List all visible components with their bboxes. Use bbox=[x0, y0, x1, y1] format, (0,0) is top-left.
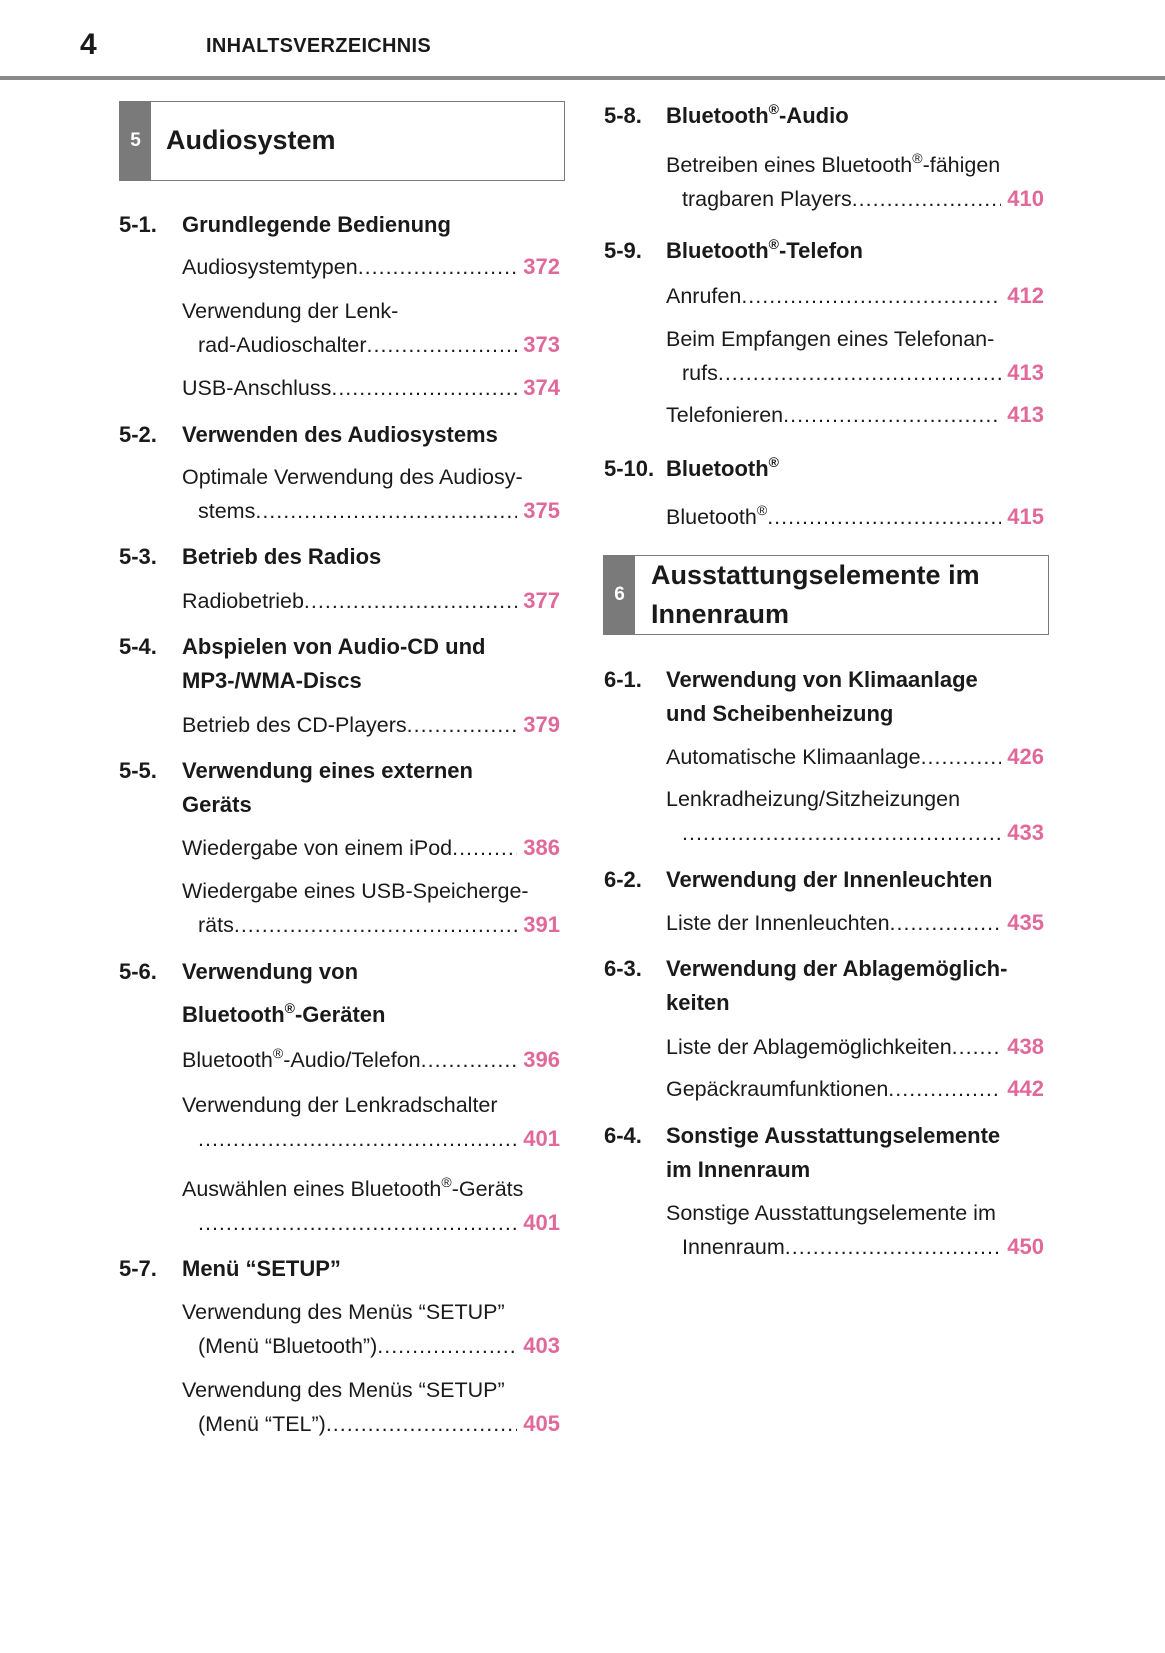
section-number: 6-2. bbox=[604, 867, 642, 892]
entry-text: Telefonieren bbox=[666, 403, 784, 427]
chapter-title: Audiosystem bbox=[166, 125, 336, 155]
toc-entry[interactable] bbox=[182, 708, 560, 742]
toc-entry[interactable] bbox=[182, 294, 560, 362]
section-title-text: Bluetooth bbox=[666, 238, 769, 263]
page-reference[interactable]: 375 bbox=[523, 498, 560, 523]
section-number: 6-3. bbox=[604, 956, 642, 981]
page-reference[interactable]: 438 bbox=[1007, 1034, 1044, 1059]
section-number: 5-10. bbox=[604, 456, 655, 481]
page-reference[interactable]: 373 bbox=[523, 332, 560, 357]
page-reference[interactable]: 410 bbox=[1007, 186, 1044, 211]
registered-mark: ® bbox=[756, 502, 768, 518]
section-title-line: Verwendung der Ablagemöglich- bbox=[666, 956, 1008, 981]
section-title[interactable] bbox=[666, 663, 978, 731]
toc-entry[interactable] bbox=[666, 740, 1044, 774]
entry-text: Bluetooth bbox=[182, 1048, 273, 1072]
toc-entry[interactable] bbox=[182, 371, 560, 405]
toc-entry[interactable] bbox=[666, 279, 1044, 313]
entry-text: Betrieb des CD-Players bbox=[182, 713, 407, 737]
entry-text-cont: Innenraum bbox=[682, 1235, 785, 1259]
entry-text-cont: rad-Audioschalter bbox=[198, 333, 367, 357]
entry-text: -Geräts bbox=[451, 1177, 524, 1201]
page-reference[interactable]: 386 bbox=[523, 835, 560, 860]
section-number: 5-3. bbox=[119, 544, 157, 569]
toc-entry[interactable] bbox=[666, 148, 1044, 216]
toc-entry[interactable] bbox=[182, 1172, 560, 1240]
entry-text: Betreiben eines Bluetooth bbox=[666, 153, 913, 177]
entry-text: Wiedergabe eines USB-Speicherge- bbox=[182, 879, 529, 903]
entry-text: Gepäckraumfunktionen bbox=[666, 1077, 889, 1101]
section-title-line: MP3-/WMA-Discs bbox=[182, 668, 362, 693]
section-title-line: keiten bbox=[666, 990, 730, 1015]
entry-text-cont: stems bbox=[198, 499, 256, 523]
entry-text: Beim Empfangen eines Telefonan- bbox=[666, 327, 995, 351]
entry-text: Liste der Ablagemöglichkeiten bbox=[666, 1035, 952, 1059]
toc-entry[interactable] bbox=[666, 1072, 1044, 1106]
section-number: 5-1. bbox=[119, 212, 157, 237]
section-number: 5-6. bbox=[119, 959, 157, 984]
section-title-line: Sonstige Ausstattungselemente bbox=[666, 1123, 1001, 1148]
section-title-line: Verwendung von Klimaanlage bbox=[666, 667, 978, 692]
entry-text: Audiosystemtypen bbox=[182, 255, 358, 279]
toc-entry[interactable] bbox=[182, 460, 560, 528]
entry-text-cont: rufs bbox=[682, 361, 718, 385]
page-reference[interactable]: 379 bbox=[523, 712, 560, 737]
entry-text: -Audio/Telefon bbox=[283, 1048, 421, 1072]
section-title-line: Abspielen von Audio-CD und bbox=[182, 634, 486, 659]
section-title[interactable]: Grundlegende Bedienung bbox=[182, 212, 451, 237]
page-reference[interactable]: 450 bbox=[1007, 1234, 1044, 1259]
entry-text-cont: (Menü “TEL”) bbox=[198, 1412, 326, 1436]
section-number: 5-9. bbox=[604, 238, 642, 263]
page-number: 4 bbox=[80, 28, 97, 61]
page-reference[interactable]: 413 bbox=[1007, 360, 1044, 385]
toc-entry[interactable] bbox=[666, 500, 1044, 534]
page-reference[interactable]: 391 bbox=[523, 912, 560, 937]
page-title: INHALTSVERZEICHNIS bbox=[206, 35, 432, 57]
page-reference[interactable]: 401 bbox=[523, 1210, 560, 1235]
page-reference[interactable]: 372 bbox=[523, 254, 560, 279]
section-title[interactable]: Verwendung der Innenleuchten bbox=[666, 867, 993, 892]
section-number: 6-1. bbox=[604, 667, 642, 692]
toc-entry[interactable] bbox=[666, 782, 1044, 850]
registered-mark: ® bbox=[912, 150, 923, 166]
section-title-line: Geräts bbox=[182, 792, 252, 817]
entry-text: Verwendung der Lenkradschalter bbox=[182, 1093, 498, 1117]
entry-text-cont: (Menü “Bluetooth”) bbox=[198, 1334, 378, 1358]
header-divider bbox=[0, 76, 1165, 80]
chapter-title-line: Innenraum bbox=[651, 599, 790, 629]
section-title-text: Bluetooth bbox=[666, 103, 769, 128]
section-title-line: Bluetooth bbox=[182, 1002, 285, 1027]
page-reference[interactable]: 377 bbox=[523, 588, 560, 613]
entry-text: -fähigen bbox=[922, 153, 1001, 177]
registered-mark: ® bbox=[284, 1000, 295, 1016]
section-title-line: Verwendung eines externen bbox=[182, 758, 473, 783]
toc-entry[interactable] bbox=[182, 584, 560, 618]
toc-entry[interactable] bbox=[666, 1030, 1044, 1064]
entry-text: Bluetooth bbox=[666, 505, 757, 529]
entry-text: Automatische Klimaanlage bbox=[666, 745, 921, 769]
toc-entry[interactable] bbox=[182, 1295, 560, 1363]
section-number: 5-8. bbox=[604, 103, 642, 128]
entry-text: Verwendung des Menüs “SETUP” bbox=[182, 1300, 505, 1324]
entry-text: USB-Anschluss bbox=[182, 376, 332, 400]
entry-text: Sonstige Ausstattungselemente im bbox=[666, 1201, 996, 1225]
chapter-6-box[interactable] bbox=[603, 555, 1049, 635]
toc-entry[interactable] bbox=[182, 1043, 560, 1077]
registered-mark: ® bbox=[272, 1045, 284, 1061]
entry-text: Liste der Innenleuchten bbox=[666, 911, 890, 935]
chapter-5-box[interactable] bbox=[119, 101, 565, 181]
section-title[interactable]: Menü “SETUP” bbox=[182, 1256, 341, 1281]
page-reference[interactable]: 374 bbox=[523, 375, 560, 400]
toc-entry[interactable] bbox=[666, 1196, 1044, 1264]
chapter-number: 5 bbox=[120, 102, 151, 180]
toc-entry[interactable] bbox=[666, 906, 1044, 940]
toc-entry[interactable] bbox=[182, 874, 560, 942]
page-reference[interactable]: 401 bbox=[523, 1126, 560, 1151]
section-title[interactable] bbox=[666, 234, 863, 268]
entry-text: Verwendung des Menüs “SETUP” bbox=[182, 1378, 505, 1402]
section-title-line: -Geräten bbox=[294, 1002, 386, 1027]
entry-text: Verwendung der Lenk- bbox=[182, 299, 399, 323]
section-title[interactable]: Betrieb des Radios bbox=[182, 544, 382, 569]
section-number: 5-7. bbox=[119, 1256, 157, 1281]
section-title[interactable] bbox=[182, 630, 486, 698]
page-reference[interactable]: 442 bbox=[1007, 1076, 1044, 1101]
section-title[interactable] bbox=[666, 1119, 1000, 1187]
section-title[interactable]: Verwenden des Audiosystems bbox=[182, 422, 498, 447]
entry-text: Auswählen eines Bluetooth bbox=[182, 1177, 442, 1201]
page-reference[interactable]: 396 bbox=[523, 1047, 560, 1072]
entry-text: Wiedergabe von einem iPod bbox=[182, 836, 453, 860]
toc-entry[interactable] bbox=[182, 831, 560, 865]
registered-mark: ® bbox=[768, 236, 779, 252]
entry-text-cont: tragbaren Players bbox=[682, 187, 852, 211]
page-reference[interactable]: 415 bbox=[1007, 504, 1044, 529]
section-title-line: und Scheibenheizung bbox=[666, 701, 894, 726]
section-number: 5-2. bbox=[119, 422, 157, 447]
entry-text: Radiobetrieb bbox=[182, 589, 304, 613]
page-reference[interactable]: 435 bbox=[1007, 910, 1044, 935]
section-number: 6-4. bbox=[604, 1123, 642, 1148]
entry-text: Anrufen bbox=[666, 284, 742, 308]
chapter-title bbox=[651, 556, 980, 634]
section-title[interactable] bbox=[666, 452, 779, 486]
section-title-text: -Audio bbox=[778, 103, 849, 128]
section-title-line: Verwendung von bbox=[182, 959, 359, 984]
toc-entry[interactable] bbox=[666, 322, 1044, 390]
toc-entry[interactable] bbox=[182, 1373, 560, 1441]
page-reference[interactable]: 426 bbox=[1007, 744, 1044, 769]
section-title[interactable] bbox=[666, 952, 1007, 1020]
section-title-line: im Innenraum bbox=[666, 1157, 811, 1182]
section-title-text: Bluetooth bbox=[666, 456, 769, 481]
toc-entry[interactable] bbox=[182, 1088, 560, 1156]
entry-text: Lenkradheizung/Sitzheizungen bbox=[666, 787, 961, 811]
section-title-text: -Telefon bbox=[778, 238, 863, 263]
registered-mark: ® bbox=[441, 1174, 452, 1190]
page-reference[interactable]: 413 bbox=[1007, 402, 1044, 427]
section-number: 5-5. bbox=[119, 758, 157, 783]
page-reference[interactable]: 405 bbox=[523, 1411, 560, 1436]
toc-entry[interactable] bbox=[666, 398, 1044, 432]
chapter-number: 6 bbox=[604, 556, 635, 634]
section-title[interactable] bbox=[666, 99, 849, 133]
section-number: 5-4. bbox=[119, 634, 157, 659]
chapter-title-line: Ausstattungselemente im bbox=[651, 560, 980, 590]
entry-text: Optimale Verwendung des Audiosy- bbox=[182, 465, 523, 489]
toc-entry[interactable] bbox=[182, 250, 560, 284]
page-reference[interactable]: 403 bbox=[523, 1333, 560, 1358]
page-reference[interactable]: 433 bbox=[1007, 820, 1044, 845]
registered-mark: ® bbox=[768, 454, 779, 470]
page-reference[interactable]: 412 bbox=[1007, 283, 1044, 308]
entry-text-cont: räts bbox=[198, 913, 234, 937]
section-title[interactable] bbox=[182, 955, 385, 1035]
registered-mark: ® bbox=[768, 101, 779, 117]
section-title[interactable] bbox=[182, 754, 473, 822]
